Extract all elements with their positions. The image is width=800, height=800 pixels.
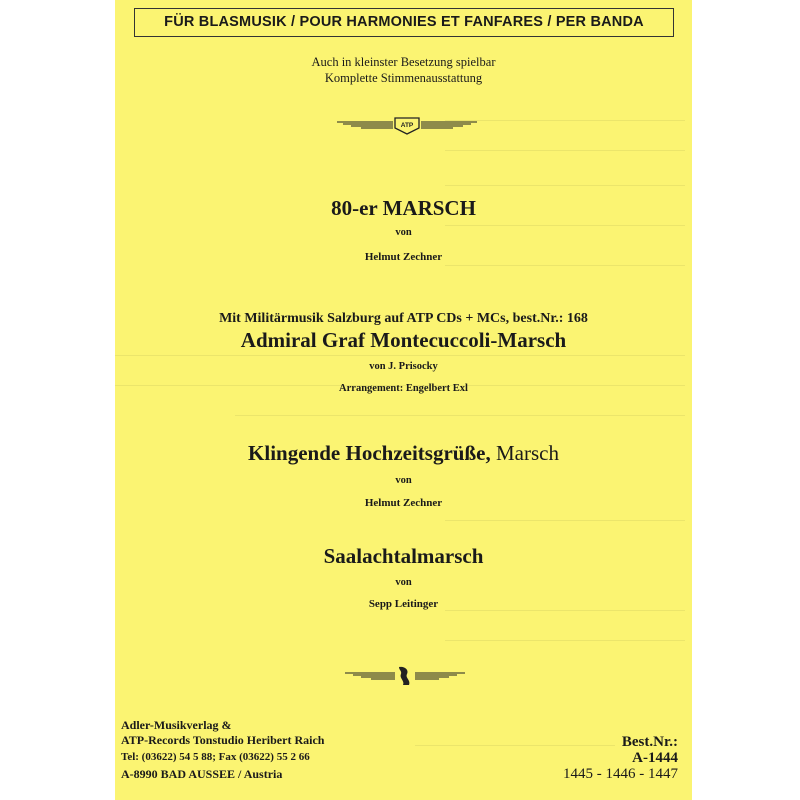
logo-top-text: ATP [400,122,414,129]
piece-2-arrangement: Arrangement: Engelbert Exl [339,383,468,394]
subtitle-line-2: Komplette Stimmenausstattung [324,71,483,85]
publisher-line-3: Tel: (03622) 54 5 88; Fax (03622) 55 2 66 [121,751,310,763]
eagle-wing-logo-icon [345,664,465,688]
piece-3-title-bold: Klingende Hochzeitsgrüße, [248,441,491,465]
piece-2-composer: von J. Prisocky [369,361,438,372]
piece-2-recording: Mit Militärmusik Salzburg auf ATP CDs + MCs, best.Nr.: 168 [219,311,588,326]
atp-wing-logo-icon [337,114,477,136]
sheet-music-cover [115,0,692,800]
order-label: Best.Nr.: [621,734,678,750]
publisher-line-4: A-8990 BAD AUSSEE / Austria [121,767,283,781]
piece-4-title: Saalachtalmarsch [323,544,484,568]
publisher-line-2: ATP-Records Tonstudio Heribert Raich [121,733,325,747]
piece-3-title [115,441,692,466]
piece-3-composer: Helmut Zechner [364,497,443,509]
piece-3-title-rest: Marsch [490,441,559,465]
piece-2-title: Admiral Graf Montecuccoli-Marsch [240,328,567,352]
order-range: 1445 - 1446 - 1447 [563,766,678,782]
subtitle-line-1: Auch in kleinster Besetzung spielbar [311,55,496,69]
piece-4-von: von [395,577,412,588]
header-banner: FÜR BLASMUSIK / POUR HARMONIES ET FANFARES / PER BANDA [134,8,674,37]
piece-1-von: von [395,227,412,238]
piece-3-von: von [395,475,412,486]
piece-4-composer: Sepp Leitinger [368,598,439,610]
order-number: A-1444 [632,750,678,766]
publisher-line-1: Adler-Musikverlag & [121,718,232,732]
piece-1-composer: Helmut Zechner [364,251,443,263]
piece-1-title: 80-er MARSCH [331,196,476,220]
